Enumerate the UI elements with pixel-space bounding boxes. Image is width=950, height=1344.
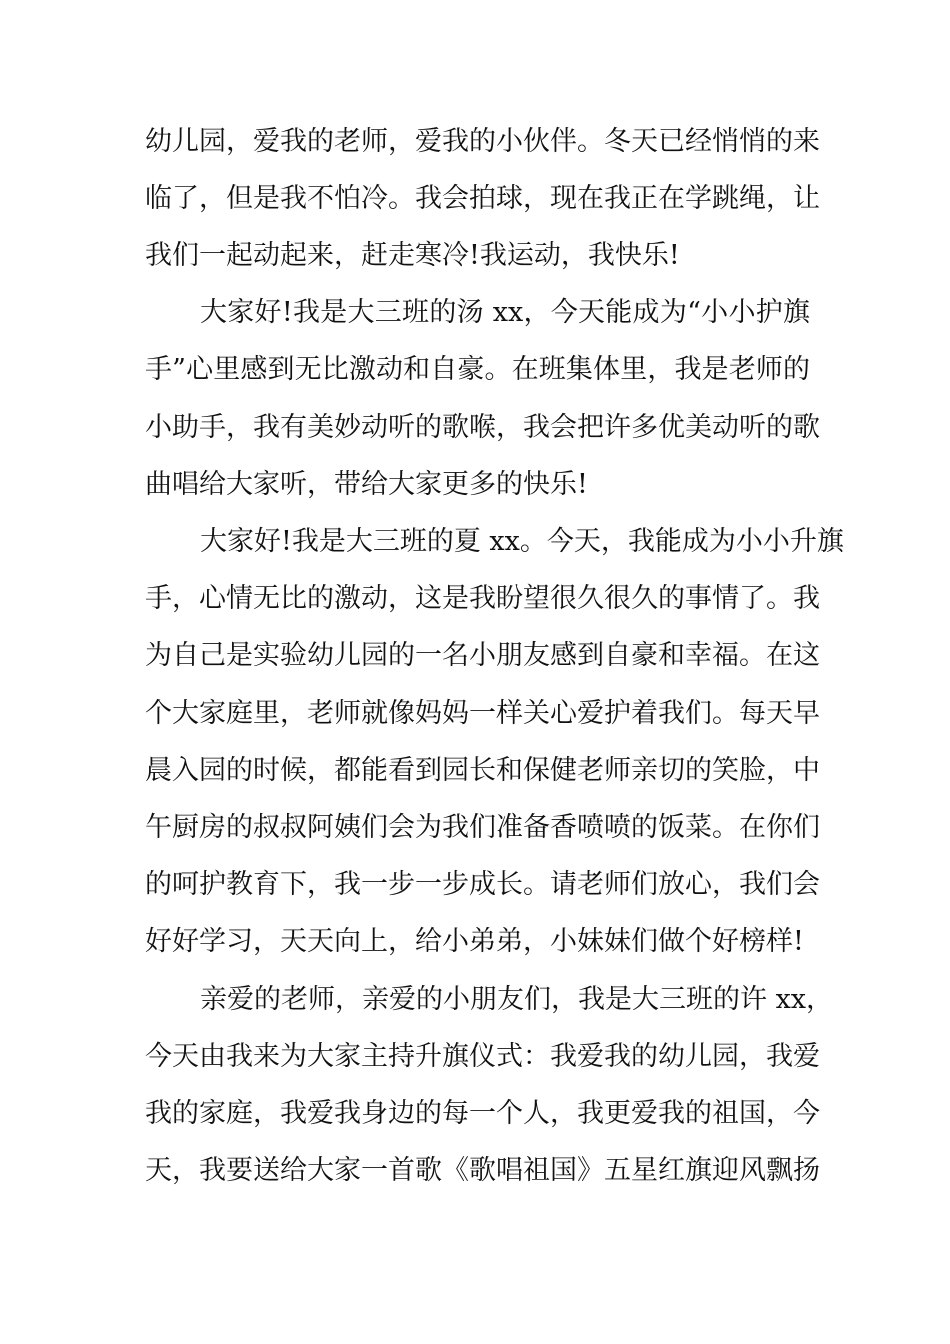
text-line: 好好学习，天天向上，给小弟弟，小妹妹们做个好榜样!	[145, 926, 804, 957]
text-line: 的呵护教育下，我一步一步成长。请老师们放心，我们会	[145, 869, 820, 900]
text-line: 幼儿园，爱我的老师，爱我的小伙伴。冬天已经悄悄的来	[145, 126, 820, 157]
text-line: 曲唱给大家听，带给大家更多的快乐!	[145, 469, 588, 500]
text-line: 手，心情无比的激动，这是我盼望很久很久的事情了。我	[145, 583, 820, 614]
text-line: 临了，但是我不怕冷。我会拍球，现在我正在学跳绳，让	[145, 183, 820, 214]
paragraph-first-line: 大家好!我是大三班的汤 xx，今天能成为“小小护旗	[200, 297, 810, 328]
text-line: 小助手，我有美妙动听的歌喉，我会把许多优美动听的歌	[145, 412, 820, 443]
text-line: 天，我要送给大家一首歌《歌唱祖国》五星红旗迎风飘扬	[145, 1155, 820, 1186]
paragraph-first-line: 大家好!我是大三班的夏 xx。今天，我能成为小小升旗	[200, 526, 844, 557]
text-line: 个大家庭里，老师就像妈妈一样关心爱护着我们。每天早	[145, 698, 820, 729]
text-line: 为自己是实验幼儿园的一名小朋友感到自豪和幸福。在这	[145, 640, 820, 671]
text-line: 手”心里感到无比激动和自豪。在班集体里，我是老师的	[145, 354, 810, 385]
text-line: 晨入园的时候，都能看到园长和保健老师亲切的笑脸，中	[145, 755, 820, 786]
text-line: 今天由我来为大家主持升旗仪式：我爱我的幼儿园，我爱	[145, 1041, 820, 1072]
text-line: 我的家庭，我爱我身边的每一个人，我更爱我的祖国，今	[145, 1098, 820, 1129]
paragraph-first-line: 亲爱的老师，亲爱的小朋友们，我是大三班的许 xx，	[200, 984, 834, 1015]
text-line: 我们一起动起来，赶走寒冷!我运动，我快乐!	[145, 240, 680, 271]
text-line: 午厨房的叔叔阿姨们会为我们准备香喷喷的饭菜。在你们	[145, 812, 820, 843]
